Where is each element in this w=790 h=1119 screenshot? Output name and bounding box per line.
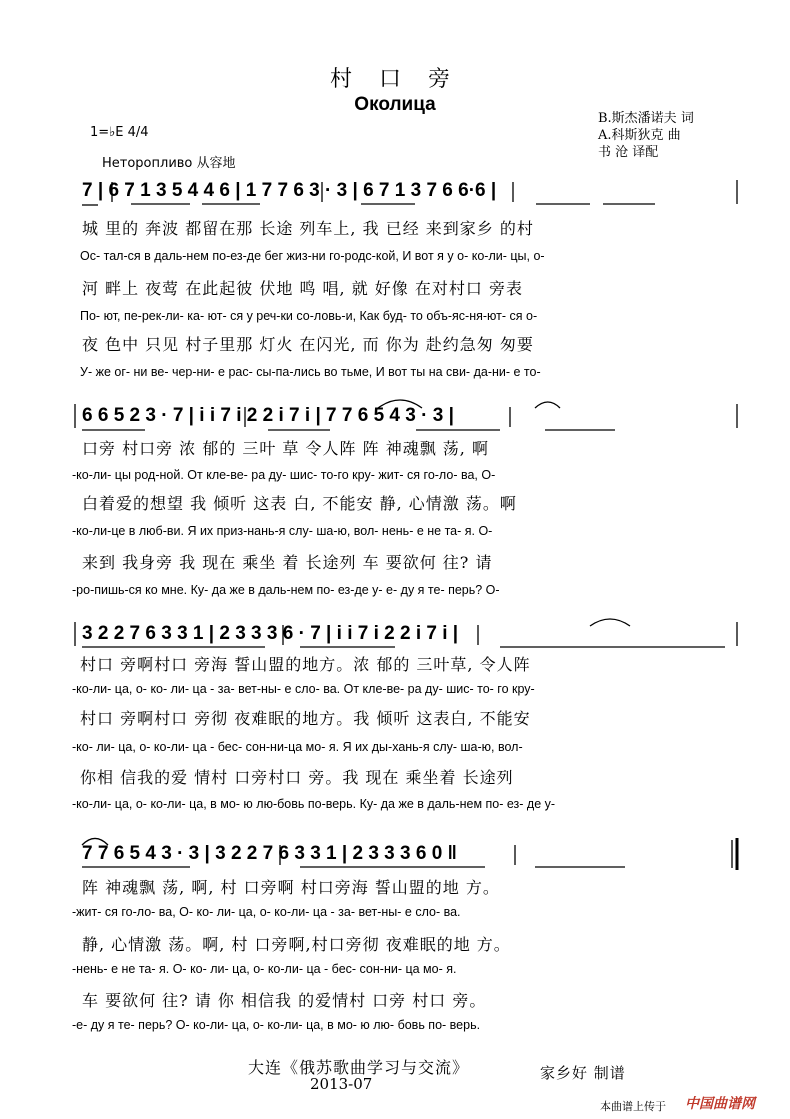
notation-line-4: 7 7 6 5 4 3 · 3 | 3 2 2 7 6 3 3 1 | 2 3 3 3 6 0 ‖ — [82, 843, 458, 864]
credit-translator: 书 沧 译配 — [598, 145, 659, 160]
lyric-cn-2-1: 口旁 村口旁 浓 郁的 三叶 草 令人阵 阵 神魂飘 荡, 啊 — [82, 439, 489, 458]
lyric-ru-4-1: -жит- ся го-ло- ва, О- ко- ли- ца, о- ко-ли- ца - за- вет-ны- е сло- ва. — [72, 905, 461, 919]
lyric-cn-3-3: 你相 信我的爱 情村 口旁村口 旁。我 现在 乘坐着 长途列 — [80, 768, 514, 787]
lyric-ru-4-3: -е- ду я те- перь? О- ко-ли- ца, о- ко-ли- ца, в мо- ю лю- бовь по- верь. — [72, 1018, 481, 1032]
watermark-site-logo: 中国曲谱网 — [685, 1096, 755, 1112]
lyric-ru-3-2: -ко- ли- ца, о- ко-ли- ца - бес- сон-ни-ца мо- я. Я их ды-хань-я слу- ша-ю, вол- — [72, 740, 523, 754]
lyric-cn-1-3: 夜 色中 只见 村子里那 灯火 在闪光, 而 你为 赴约急匆 匆要 — [82, 335, 534, 354]
watermark-upload-text: 本曲谱上传于 — [600, 1100, 666, 1113]
footer-maker: 家乡好 制谱 — [540, 1064, 626, 1082]
notation-line-1: 7 | 6 7 1 3 5 4 4 6 | 1 7 7 6 3 · 3 | 6 7 1 3 7 6 6·6 | — [82, 180, 497, 201]
title-chinese: 村 口 旁 — [330, 67, 460, 92]
lyric-cn-3-2: 村口 旁啊村口 旁彻 夜难眠的地方。我 倾听 这表白, 不能安 — [80, 709, 531, 728]
notation-line-3: 3 2 2 7 6 3 3 1 | 2 3 3 3 6 · 7 | i i 7 i 2 2 i 7 i | — [82, 623, 459, 644]
lyric-cn-1-2: 河 畔上 夜莺 在此起彼 伏地 鸣 唱, 就 好像 在对村口 旁表 — [82, 279, 523, 298]
lyric-ru-4-2: -нень- е не та- я. О- ко- ли- ца, о- ко-ли- ца - бес- сон-ни- ца мо- я. — [72, 962, 457, 976]
lyric-cn-4-2: 静, 心情激 荡。啊, 村 口旁啊,村口旁彻 夜难眠的地 方。 — [82, 935, 511, 954]
credit-composer: A.科斯狄克 曲 — [598, 128, 681, 143]
lyric-ru-1-3: У- же ог- ни ве- чер-ни- е рас- сы-па-лись во тьме, И вот ты на сви- да-ни- е то- — [80, 365, 541, 379]
lyric-cn-1-1: 城 里的 奔波 都留在那 长途 列车上, 我 已经 来到家乡 的村 — [82, 219, 534, 238]
lyric-ru-2-3: -ро-пишь-ся ко мне. Ку- да же в даль-нем по- ез-де у- е- ду я те- перь? О- — [72, 583, 500, 597]
lyric-cn-3-1: 村口 旁啊村口 旁海 誓山盟的地方。浓 郁的 三叶草, 令人阵 — [80, 655, 531, 674]
lyric-ru-1-2: По- ют, пе-рек-ли- ка- ют- ся у реч-ки со-ловь-и, Как буд- то объ-яс-ня-ют- ся о- — [80, 309, 538, 323]
lyric-ru-3-1: -ко-ли- ца, о- ко- ли- ца - за- вет-ны- е сло- ва. От кле-ве- ра ду- шис- то- го кру- — [72, 682, 535, 696]
footer-source: 大连《俄苏歌曲学习与交流》 — [248, 1058, 470, 1077]
credit-lyricist: B.斯杰潘诺夫 词 — [598, 111, 694, 126]
lyric-ru-2-1: -ко-ли- цы род-ной. От кле-ве- ра ду- шис- то-го кру- жит- ся го-ло- ва, О- — [72, 468, 496, 482]
lyric-cn-4-1: 阵 神魂飘 荡, 啊, 村 口旁啊 村口旁海 誓山盟的地 方。 — [82, 878, 500, 897]
title-russian: Околица — [354, 94, 436, 115]
lyric-cn-4-3: 车 要欲何 往? 请 你 相信我 的爱情村 口旁 村口 旁。 — [82, 991, 487, 1010]
lyric-ru-3-3: -ко-ли- ца, о- ко-ли- ца, в мо- ю лю-бовь по-верь. Ку- да же в даль-нем по- ез- де у- — [72, 797, 556, 811]
key-signature: 1=♭E 4/4 — [90, 125, 149, 140]
footer-date: 2013-07 — [310, 1075, 373, 1093]
lyric-ru-2-2: -ко-ли-це в люб-ви. Я их приз-нань-я слу- ша-ю, вол- нень- е не та- я. О- — [72, 524, 493, 538]
lyric-cn-2-2: 白着爱的想望 我 倾听 这表 白, 不能安 静, 心情激 荡。啊 — [82, 494, 517, 513]
lyric-cn-2-3: 来到 我身旁 我 现在 乘坐 着 长途列 车 要欲何 往? 请 — [82, 553, 493, 572]
tempo-marking: Неторопливо 从容地 — [102, 156, 236, 171]
notation-line-2: 6 6 5 2 3 · 7 | i i 7 i 2 2 i 7 i | 7 7 6 5 4 3 · 3 | — [82, 405, 454, 426]
lyric-ru-1-1: Ос- тал-ся в даль-нем по-ез-де бег жиз-ни го-родс-кой, И вот я у о- ко-ли- цы, о- — [80, 249, 545, 263]
